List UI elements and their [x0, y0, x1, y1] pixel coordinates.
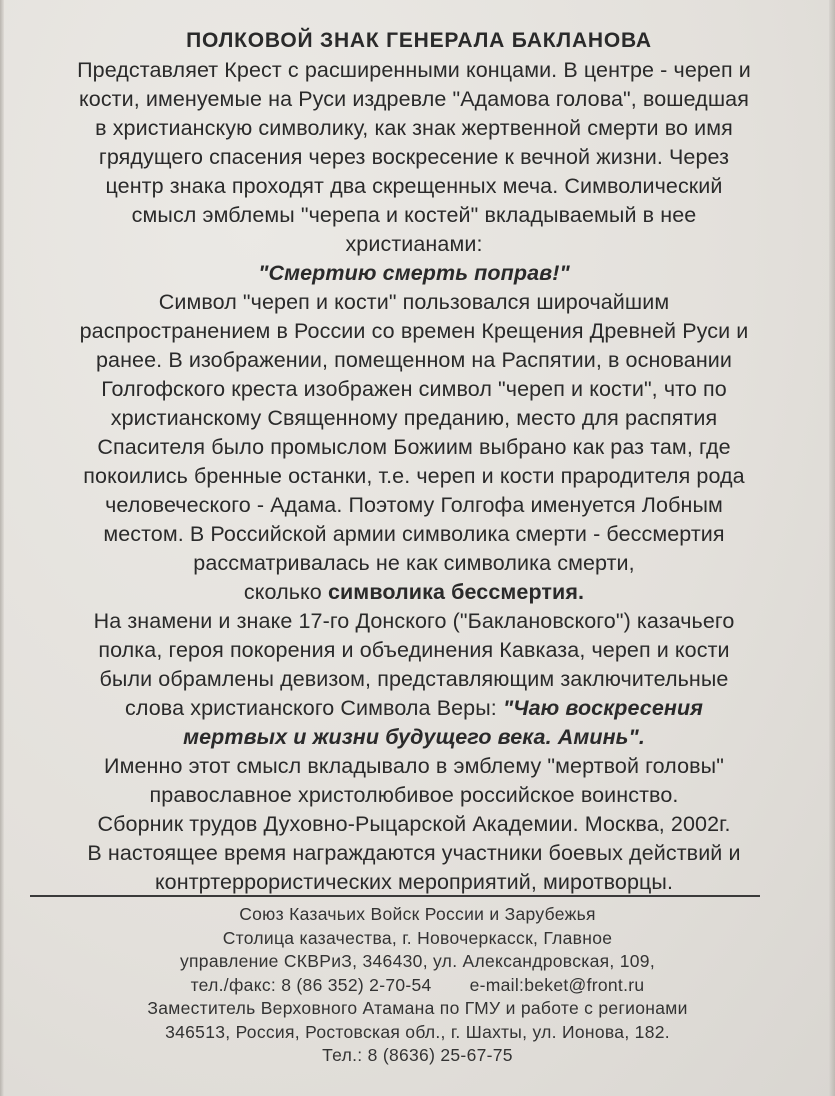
text-line: [14, 694, 814, 723]
footer-line: Столица казачества, г. Новочеркасск, Главное: [222, 927, 613, 948]
text-line: ранее. В изображении, помещенном на Распятии, в основании: [95, 348, 733, 372]
footer-contacts: [40, 903, 795, 1068]
text-line: в христианскую символику, как знак жертвенной смерти во имя: [95, 116, 733, 140]
text-span: сколько: [243, 580, 328, 604]
text-line: центр знака проходят два скрещенных меча. Символический: [105, 174, 723, 198]
text-line: кости, именуемые на Руси издревле "Адамова голова", вошедшая: [79, 87, 749, 111]
text-line: местом. В Российской армии символика смерти - бессмертия: [103, 522, 725, 546]
source-citation: Сборник трудов Духовно-Рыцарской Академии. Москва, 2002г.: [97, 812, 731, 836]
footer-phone: Тел.: 8 (8636) 25-67-75: [322, 1045, 513, 1065]
text-line: христианами:: [345, 232, 483, 256]
creed-quote-end: мертвых и жизни будущего века. Аминь".: [183, 725, 645, 749]
text-line: православное христолюбивое российское воинство.: [149, 783, 679, 807]
paper-right-edge: [829, 0, 835, 1096]
main-text-block: [14, 26, 814, 897]
text-line: контртеррористических мероприятий, миротворцы.: [154, 870, 674, 894]
text-line: распространением в России со времен Крещения Древней Руси и: [79, 319, 749, 343]
text-line: покоились бренные останки, т.е. череп и кости прародителя рода: [83, 464, 745, 488]
text-line: На знамени и знаке 17-го Донского ("Баклановского") казачьего: [93, 609, 735, 633]
text-line: Именно этот смысл вкладывало в эмблему "мертвой головы": [104, 754, 724, 778]
footer-line: Заместитель Верховного Атамана по ГМУ и работе с регионами: [147, 998, 688, 1018]
text-line: Голгофского креста изображен символ "череп и кости", что по: [101, 377, 727, 401]
text-line: христианскому Священному преданию, место для распятия: [110, 406, 718, 430]
text-line: Символ "череп и кости" пользовался широчайшим: [158, 290, 670, 314]
text-line: Представляет Крест с расширенными концами. В центре - череп и: [77, 58, 751, 82]
footer-line: [40, 974, 795, 998]
text-line: человеческого - Адама. Поэтому Голгофа именуется Лобным: [105, 493, 723, 517]
text-line: были обрамлены девизом, представляющим заключительные: [99, 667, 729, 691]
footer-line: Союз Казачьих Войск России и Зарубежья: [239, 904, 596, 924]
motto-quote: "Смертию смерть поправ!": [258, 261, 570, 285]
phone-fax: тел./факс: 8 (86 352) 2-70-54: [190, 974, 432, 995]
text-line: [14, 578, 814, 607]
footer-line: управление СКВРиЗ, 346430, ул. Александровская, 109,: [179, 951, 655, 971]
page-title: ПОЛКОВОЙ ЗНАК ГЕНЕРАЛА БАКЛАНОВА: [186, 29, 652, 52]
text-span: слова христианского Символа Веры:: [125, 696, 503, 720]
text-line: полка, героя покорения и объединения Кавказа, череп и кости: [98, 638, 730, 662]
divider-rule: [30, 895, 760, 897]
text-line: смысл эмблемы "черепа и костей" вкладываемый в нее: [131, 203, 697, 227]
text-line: В настоящее время награждаются участники боевых действий и: [87, 841, 741, 865]
text-line: Спасителя было промыслом Божиим выбрано как раз там, где: [97, 435, 731, 459]
email-address: e-mail:beket@front.ru: [469, 974, 645, 995]
creed-quote-start: "Чаю воскресения: [502, 696, 703, 720]
text-line: рассматривалась не как символика смерти,: [193, 551, 635, 575]
bold-phrase: символика бессмертия.: [327, 580, 585, 604]
paper-left-edge: [0, 0, 4, 1096]
text-line: грядущего спасения через воскресение к вечной жизни. Через: [98, 145, 730, 169]
footer-line: 346513, Россия, Ростовская обл., г. Шахты, ул. Ионова, 182.: [165, 1021, 670, 1042]
